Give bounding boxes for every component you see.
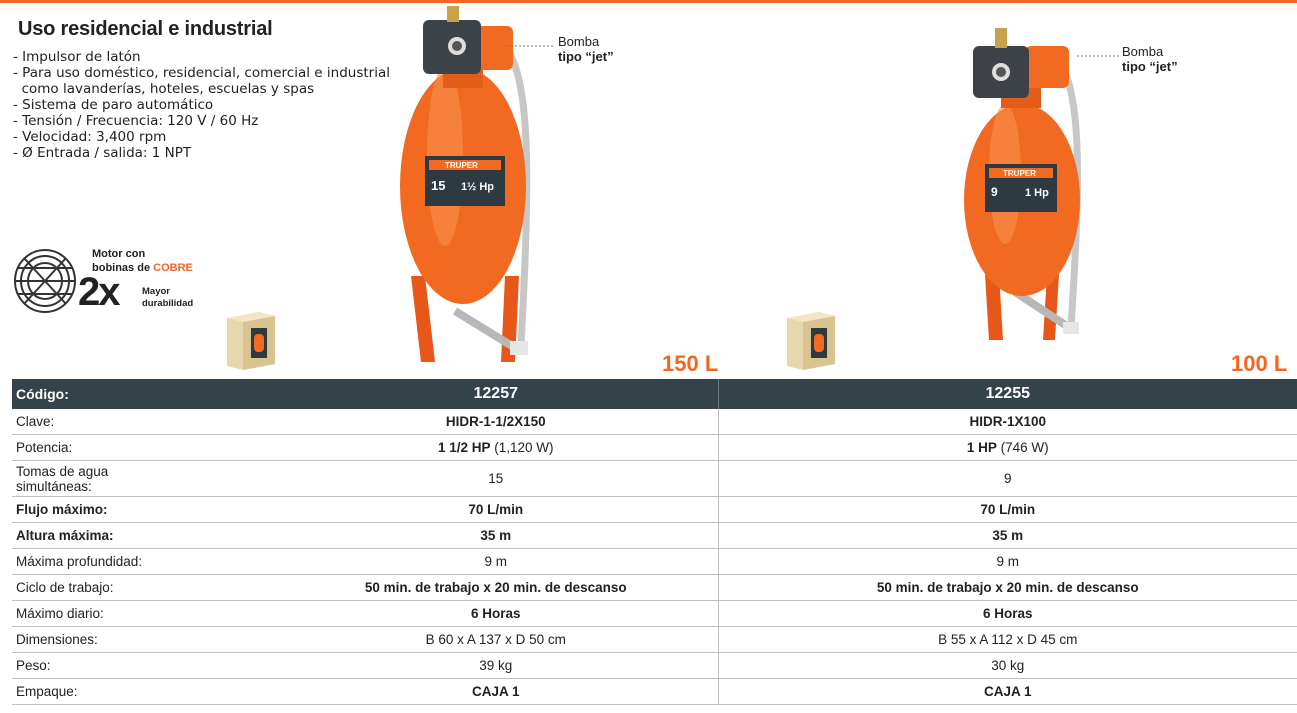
row-label: Peso: [12,653,274,679]
callout-leader-line [1075,48,1123,60]
tank-brand-label: TRUPER [1003,169,1036,178]
top-accent-line [0,0,1297,3]
row-value-1: 39 kg [274,653,718,679]
row-value-1: 50 min. de trabajo x 20 min. de descanso [274,575,718,601]
pump-callout-line2: tipo “jet” [1122,59,1178,74]
header-label: Código: [12,379,274,409]
pressure-tank-pump-image [395,6,545,370]
product-code-2: 12255 [718,379,1297,409]
durability-line2: durabilidad [142,298,194,309]
product-code-1: 12257 [274,379,718,409]
packaging-box-image [225,308,277,372]
spec-table [12,379,1297,705]
row-value-1: CAJA 1 [274,679,718,705]
power-watts: (1,120 W) [490,440,554,455]
table-row [12,435,1297,461]
row-value-2: 9 m [718,549,1297,575]
feature-item: - Ø Entrada / salida: 1 NPT [13,145,192,161]
copper-coil-icon [12,246,78,316]
row-value-2: 6 Horas [718,601,1297,627]
feature-item: - Tensión / Frecuencia: 120 V / 60 Hz [13,113,259,129]
row-value-1: HIDR-1-1/2X150 [274,409,718,435]
table-row [12,409,1297,435]
row-value-1: B 60 x A 137 x D 50 cm [274,627,718,653]
row-value-2: 70 L/min [718,497,1297,523]
tank-brand-label: TRUPER [445,161,478,170]
row-label: Empaque: [12,679,274,705]
row-value-2: 30 kg [718,653,1297,679]
feature-item: - Para uso doméstico, residencial, comercial e industrial [13,65,390,81]
power-hp: 1 1/2 HP [437,440,491,455]
row-value-1: 15 [274,461,718,497]
row-value-1: 9 m [274,549,718,575]
row-value-2: HIDR-1X100 [718,409,1297,435]
row-value-1: 35 m [274,523,718,549]
table-row [12,679,1297,705]
row-label: Altura máxima: [12,523,274,549]
pump-callout [1122,44,1178,74]
feature-item: - Sistema de paro automático [13,97,214,113]
table-row [12,461,1297,497]
row-value-2: 9 [718,461,1297,497]
feature-item: como lavanderías, hoteles, escuelas y spas [13,81,315,97]
copper-motor-badge [12,242,212,322]
feature-item: - Velocidad: 3,400 rpm [13,129,167,145]
row-label: Máximo diario: [12,601,274,627]
table-row [12,549,1297,575]
pump-callout-line1: Bomba [558,34,600,49]
row-label [12,461,274,497]
table-row [12,523,1297,549]
table-row [12,627,1297,653]
tank-volume-label: 150 L [662,351,719,376]
packaging-box-image [785,308,837,372]
table-row [12,575,1297,601]
table-row [12,601,1297,627]
feature-list [13,49,390,161]
row-label-text: Tomas de agua simultáneas: [16,463,109,494]
callout-leader-line [505,38,557,50]
tank-label-hp: 1½ Hp [461,181,495,193]
table-header-row [12,379,1297,409]
row-value-2: B 55 x A 112 x D 45 cm [718,627,1297,653]
row-value-2 [718,435,1297,461]
table-row [12,497,1297,523]
motor-text-cobre: COBRE [153,262,193,274]
pressure-tank-pump-image [955,24,1095,346]
page-title: Uso residencial e industrial [18,18,273,40]
tank-label-hp: 1 Hp [1025,187,1049,199]
motor-2x-text: 2x [78,270,119,314]
row-value-1 [274,435,718,461]
motor-durability-text [142,286,193,310]
motor-text-line1: Motor con [92,248,146,260]
tank-label-number: 9 [991,185,998,199]
row-label: Dimensiones: [12,627,274,653]
row-label: Potencia: [12,435,274,461]
row-value-2: CAJA 1 [718,679,1297,705]
tank-label-number: 15 [431,178,446,193]
row-value-2: 35 m [718,523,1297,549]
row-value-1: 70 L/min [274,497,718,523]
power-hp: 1 HP [966,440,997,455]
feature-item: - Impulsor de latón [13,49,141,65]
row-value-1: 6 Horas [274,601,718,627]
pump-callout-line2: tipo “jet” [558,49,614,64]
pump-callout [558,34,614,64]
motor-text-prefix: bobinas de [92,262,154,274]
row-label: Máxima profundidad: [12,549,274,575]
power-watts: (746 W) [996,440,1049,455]
row-label: Ciclo de trabajo: [12,575,274,601]
pump-callout-line1: Bomba [1122,44,1164,59]
durability-line1: Mayor [142,286,170,297]
row-label: Clave: [12,409,274,435]
table-row [12,653,1297,679]
row-label: Flujo máximo: [12,497,274,523]
row-value-2: 50 min. de trabajo x 20 min. de descanso [718,575,1297,601]
tank-volume-label: 100 L [1231,351,1288,376]
